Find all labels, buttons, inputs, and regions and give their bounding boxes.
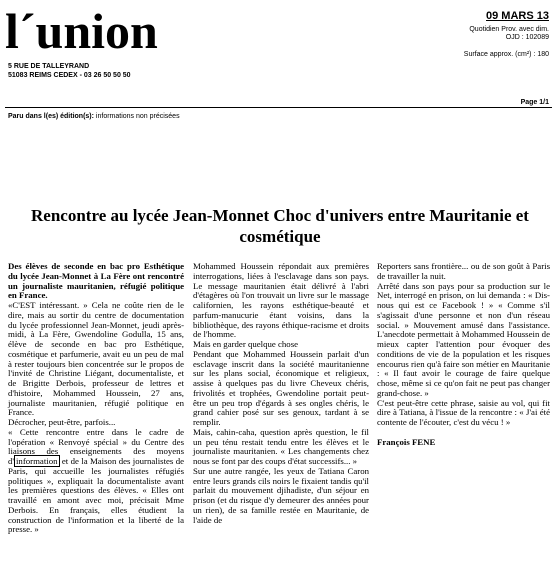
paragraph-text: « Cette rencontre entre dans le cadre de l'opération « Renvoyé spécial » du Centre des liaisons des enseignements des moyens d': [8, 426, 184, 466]
frequency-label: Quotidien Prov. avec dim.: [469, 26, 549, 33]
paragraph: C'est peut-être cette phrase, saisie au vol, qui fit dire à Tatiana, à l'issue de la rencontre : « J'ai été contente de l'écouter, c'est du vécu ! »: [377, 397, 550, 427]
highlighted-word: information: [15, 456, 58, 466]
paragraph-text: et de la Maison des journalistes de Paris, qui accueille les journalistes réfugiés politiques », expliquait la documentaliste avant les premières questions des élèves. « Elles ont travaillé en amont avec moi, précisait Mme Derbois. En français, elles étudient la construction de l'information et la liberté de la presse. »: [8, 456, 184, 535]
edition-label: Paru dans l(es) édition(s):: [8, 113, 94, 120]
page-number: Page 1/1: [520, 99, 549, 106]
paragraph: «C'EST intéressant. » Cela ne coûte rien de le dire, mais au sortir du centre de documentation du lycée professionnel Jean-Monnet, jeudi après-midi, à La Fère, Gwendoline Godulla, 15 ans, élève de seconde en bac pro Esthétique, cosmétique et parfumerie, avait eu un peu de mal à rester toujours bien concentrée sur le propos de l'invité de Christine Liégant, documentaliste, et de Brigitte Derbois, professeur de lettres et d'histoire, Mohammed Houssein, 27 ans, journaliste mauritanien, réfugié politique en France.: [8, 300, 184, 418]
paragraph: [8, 428, 184, 535]
surface-label: Surface approx. (cm²) : 180: [463, 51, 549, 58]
edition-value: informations non précisées: [95, 113, 180, 120]
address-line-2: 51083 REIMS CEDEX - 03 26 50 50 50: [8, 72, 131, 79]
paragraph: Mohammed Houssein répondait aux premières interrogations, liées à l'esclavage dans son pays. Le message mauritanien était délivré à l'abri d'étagères où l'on trouvait un livre sur le massage californien, les rayons esthétique-beauté et parfum-manucurie étant voisins, dans la bibliothèque, des rayons éthique-racisme et droits de l'homme.: [193, 261, 369, 340]
article-column-3: [377, 262, 550, 448]
paragraph: Pendant que Mohammed Houssein parlait d'un esclavage inscrit dans la société mauritanienne sur les plans social, économique et religieux, assise à quelques pas du livre Cheveux chéris, frivolités et trophées, Gwendoline portait peut-être un peu trop d'égards à ses ongles chéris, le grand cahier posé sur ses genoux, tardant à se remplir.: [193, 348, 369, 427]
subheading: Mais en garder quelque chose: [193, 339, 299, 349]
address-line-1: 5 RUE DE TALLEYRAND: [8, 63, 90, 70]
paragraph: Reporters sans frontière... ou de son goût à Paris de travailler la nuit.: [377, 261, 550, 281]
paragraph: Arrêté dans son pays pour sa production sur le Net, interrogé en prison, on lui demanda : « Dis-nous qui est ce Facebook ! » « Comme s'il s'agissait d'une personne et non d'un réseau social. » Mouvement amusé dans l'assistance. L'anecdote permettait à Mohammed Houssein de mieux capter l'attention pour évoquer des conditions de vie de la population et les risques encourus rien qu'à faire son métier en Mauritanie : « Il faut avoir le courage de faire quelque chose, même si ce qu'on fait ne peut pas changer grand-chose. »: [377, 280, 550, 398]
paragraph: Décrocher, peut-être, parfois...: [8, 417, 116, 427]
article-author: François FENE: [377, 436, 436, 447]
article-column-1: [8, 262, 184, 535]
article-column-2: [193, 262, 369, 525]
article-title: Rencontre au lycée Jean-Monnet Choc d'univers entre Mauritanie et cosmétique: [31, 206, 529, 246]
paragraph: Mais, cahin-caha, question après question, le fil un peu ténu restait tendu entre les élèves et le journaliste mauritanien. « Les changements chez nous se font par des coups d'état successifs... »: [193, 426, 369, 466]
paragraph: Sur une autre rangée, les yeux de Tatiana Caron entre leurs grands cils noirs le fixaient tandis qu'il parlait du mouvement djihadiste, d'un séjour en prison (et du risque d'y demeurer des années pour un rien), de sa famille restée en Mauritanie, de l'aide de: [193, 465, 369, 525]
edition-info: [8, 113, 180, 120]
publication-date: 09 MARS 13: [486, 10, 549, 22]
ojd-label: OJD : 102089: [505, 34, 549, 41]
header-divider: [5, 107, 552, 108]
newspaper-logo: l´union: [5, 3, 158, 59]
article-lead: Des élèves de seconde en bac pro Esthétique du lycée Jean-Monnet à La Fère ont rencontré un journaliste mauritanien, réfugié politique en France.: [8, 261, 184, 301]
